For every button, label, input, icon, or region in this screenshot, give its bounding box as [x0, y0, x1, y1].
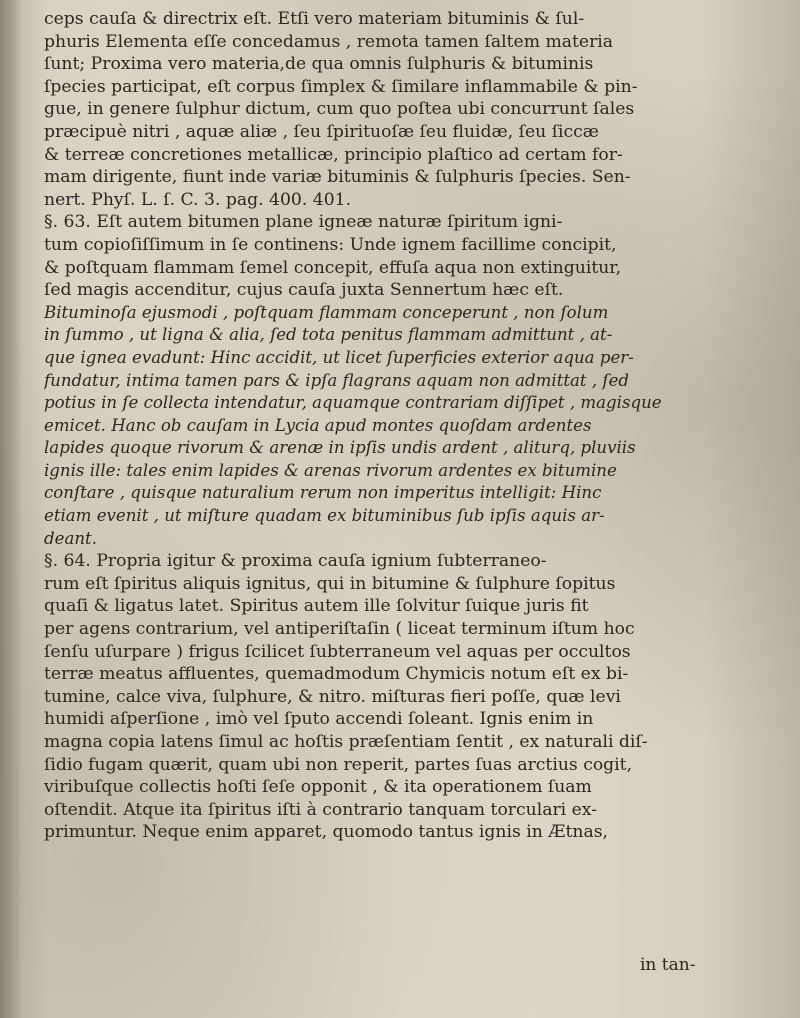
text-line: tum copioſiſſimum in ſe continens: Unde ignem facillime concipit, [44, 234, 617, 255]
text-line: primuntur. Neque enim apparet, quomodo tantus ignis in Ætnas, [44, 822, 608, 843]
text-line: deant. [44, 528, 97, 548]
text-line: & poſtquam flammam ſemel concepit, effuſa aqua non extinguitur, [44, 257, 622, 278]
text-line: etiam evenit , ut miſture quadam ex bituminibus ſub ipſis aquis ar- [44, 506, 605, 526]
text-line: ceps cauſa & directrix eſt. Etſi vero materiam bituminis & ſul- [44, 9, 585, 29]
text-line: tumine, calce viva, ſulphure, & nitro. miſturas fieri poſſe, quæ levi [44, 686, 621, 707]
text-line: quaſi & ligatus latet. Spiritus autem ille ſolvitur ſuique juris fit [44, 596, 589, 617]
text-line: ſpecies participat, eſt corpus ſimplex & ſimilare inflammabile & pin- [44, 76, 638, 97]
text-line: §. 64. Propria igitur & proxima cauſa ignium ſubterraneo- [44, 551, 547, 572]
text-line: gue, in genere ſulphur dictum, cum quo poſtea ubi concurrunt ſales [44, 99, 635, 120]
text-line: potius in ſe collecta intendatur, aquamque contrariam diſſipet , magisque [44, 393, 662, 413]
page-body-text [44, 8, 734, 844]
text-line: ſenſu uſurpare ) frigus ſcilicet ſubterraneum vel aquas per occultos [44, 641, 631, 662]
text-line: ſed magis accenditur, cujus cauſa juxta Sennertum hæc eſt. [44, 280, 564, 301]
text-line: viribuſque collectis hoſti ſeſe opponit , & ita operationem ſuam [44, 777, 592, 798]
page-binding-shadow [0, 0, 22, 1018]
text-line: phuris Elementa eſſe concedamus , remota tamen ſaltem materia [44, 31, 614, 52]
text-line: rum eſt ſpiritus aliquis ignitus, qui in bitumine & ſulphure ſopitus [44, 573, 616, 594]
text-line: per agens contrarium, vel antiperiſtaſin ( liceat terminum iſtum hoc [44, 619, 635, 640]
text-line: §. 63. Eſt autem bitumen plane igneæ naturæ ſpiritum igni- [44, 212, 563, 233]
text-line: emicet. Hanc ob cauſam in Lycia apud montes quoſdam ardentes [44, 415, 592, 435]
text-line: mam dirigente, fiunt inde variæ bituminis & ſulphuris ſpecies. Sen- [44, 167, 631, 188]
text-line: Bituminoſa ejusmodi , poſtquam flammam conceperunt , non ſolum [44, 302, 609, 322]
text-line: humidi aſperſione , imò vel ſputo accendi ſoleant. Ignis enim in [44, 709, 594, 730]
text-line: ignis ille: tales enim lapides & arenas rivorum ardentes ex bitumine [44, 460, 617, 480]
text-line: ſidio fugam quærit, quam ubi non reperit, partes ſuas arctius cogit, [44, 754, 633, 775]
text-line: que ignea evadunt: Hinc accidit, ut licet ſuperficies exterior aqua per- [44, 347, 634, 367]
text-line: lapides quoque rivorum & arenæ in ipſis undis ardent , aliturq, pluviis [44, 438, 636, 458]
text-line: fundatur, intima tamen pars & ipſa flagrans aquam non admittat , ſed [44, 370, 630, 390]
text-line: terræ meatus affluentes, quemadmodum Chymicis notum eſt ex bi- [44, 664, 629, 685]
text-line: præcipuè nitri , aquæ aliæ , ſeu ſpirituoſæ ſeu fluidæ, ſeu ſiccæ [44, 121, 599, 142]
text-line: nert. Phyſ. L. ſ. C. 3. pag. 400. 401. [44, 189, 352, 210]
text-line: ſunt; Proxima vero materia,de qua omnis ſulphuris & bituminis [44, 54, 594, 75]
text-line: conſtare , quisque naturalium rerum non imperitus intelligit: Hinc [44, 483, 602, 503]
catchword: in tan- [640, 955, 696, 975]
text-line: & terreæ concretiones metallicæ, principio plaſtico ad certam for- [44, 144, 623, 165]
text-line: oſtendit. Atque ita ſpiritus iſti à contrario tanquam torculari ex- [44, 799, 597, 820]
text-line: magna copia latens ſimul ac hoſtis præſentiam ſentit , ex naturali diſ- [44, 732, 648, 752]
text-line: in ſummo , ut ligna & alia, ſed tota penitus flammam admittunt , at- [44, 325, 613, 345]
